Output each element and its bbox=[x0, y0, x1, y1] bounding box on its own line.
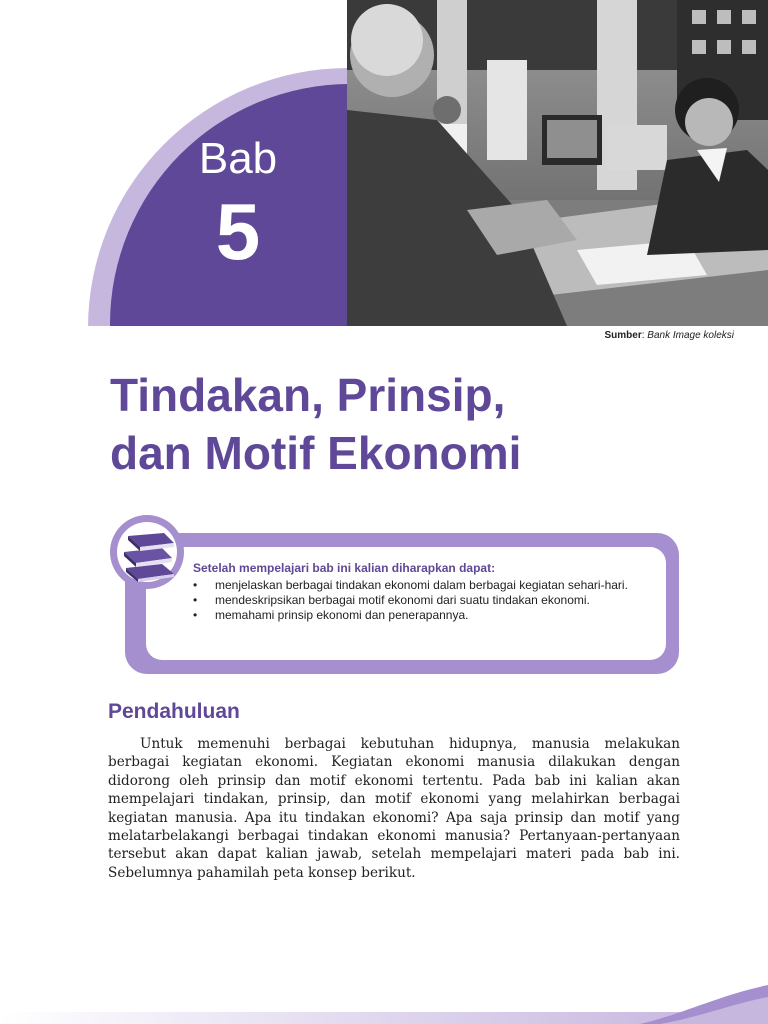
chapter-number: 5 bbox=[215, 187, 261, 276]
source-text: Bank Image koleksi bbox=[647, 330, 734, 341]
intro-paragraph: Untuk memenuhi berbagai kebutuhan hidupnya, manusia melakukan berbagai kegiatan ekonomi. Kegiatan ekonomi manusia dilakukan dengan didorong oleh prinsip dan motif ekonomi tertentu. Pada bab ini kalian akan mempelajari tindakan, prinsip, dan motif ekonomi yang melahirkan berbagai kegiatan manusia. Apa itu tindakan ekonomi? Apa saja prinsip dan motif yang melatarbelakangi berbagai tindakan ekonomi manusia? Pertanyaan-pertanyaan tersebut akan dapat kalian jawab, setelah mempelajari materi pada bab ini. Sebelumnya pahamilah peta konsep berikut. bbox=[108, 736, 680, 881]
objectives-list bbox=[193, 578, 658, 623]
corner-wave bbox=[640, 985, 768, 1024]
objective-item: • menjelaskan berbagai tindakan ekonomi dalam berbagai kegiatan sehari-hari. bbox=[193, 578, 658, 593]
chapter-label: Bab bbox=[198, 134, 278, 183]
objective-item: • mendeskripsikan berbagai motif ekonomi dari suatu tindakan ekonomi. bbox=[193, 593, 658, 608]
books-icon bbox=[118, 528, 180, 584]
photo-source: Sumber: Bank Image koleksi bbox=[604, 330, 734, 341]
chapter-title-line1: Tindakan, Prinsip, bbox=[110, 369, 506, 421]
chapter-photo bbox=[347, 0, 768, 326]
chapter-title-line2: dan Motif Ekonomi bbox=[110, 427, 522, 479]
bank-scene-image bbox=[347, 0, 768, 326]
objective-item: • memahami prinsip ekonomi dan penerapannya. bbox=[193, 608, 658, 623]
section-title: Pendahuluan bbox=[108, 700, 240, 723]
source-label: Sumber bbox=[604, 330, 642, 341]
chapter-title bbox=[110, 366, 710, 482]
objectives-heading: Setelah mempelajari bab ini kalian diharapkan dapat: bbox=[193, 561, 496, 575]
